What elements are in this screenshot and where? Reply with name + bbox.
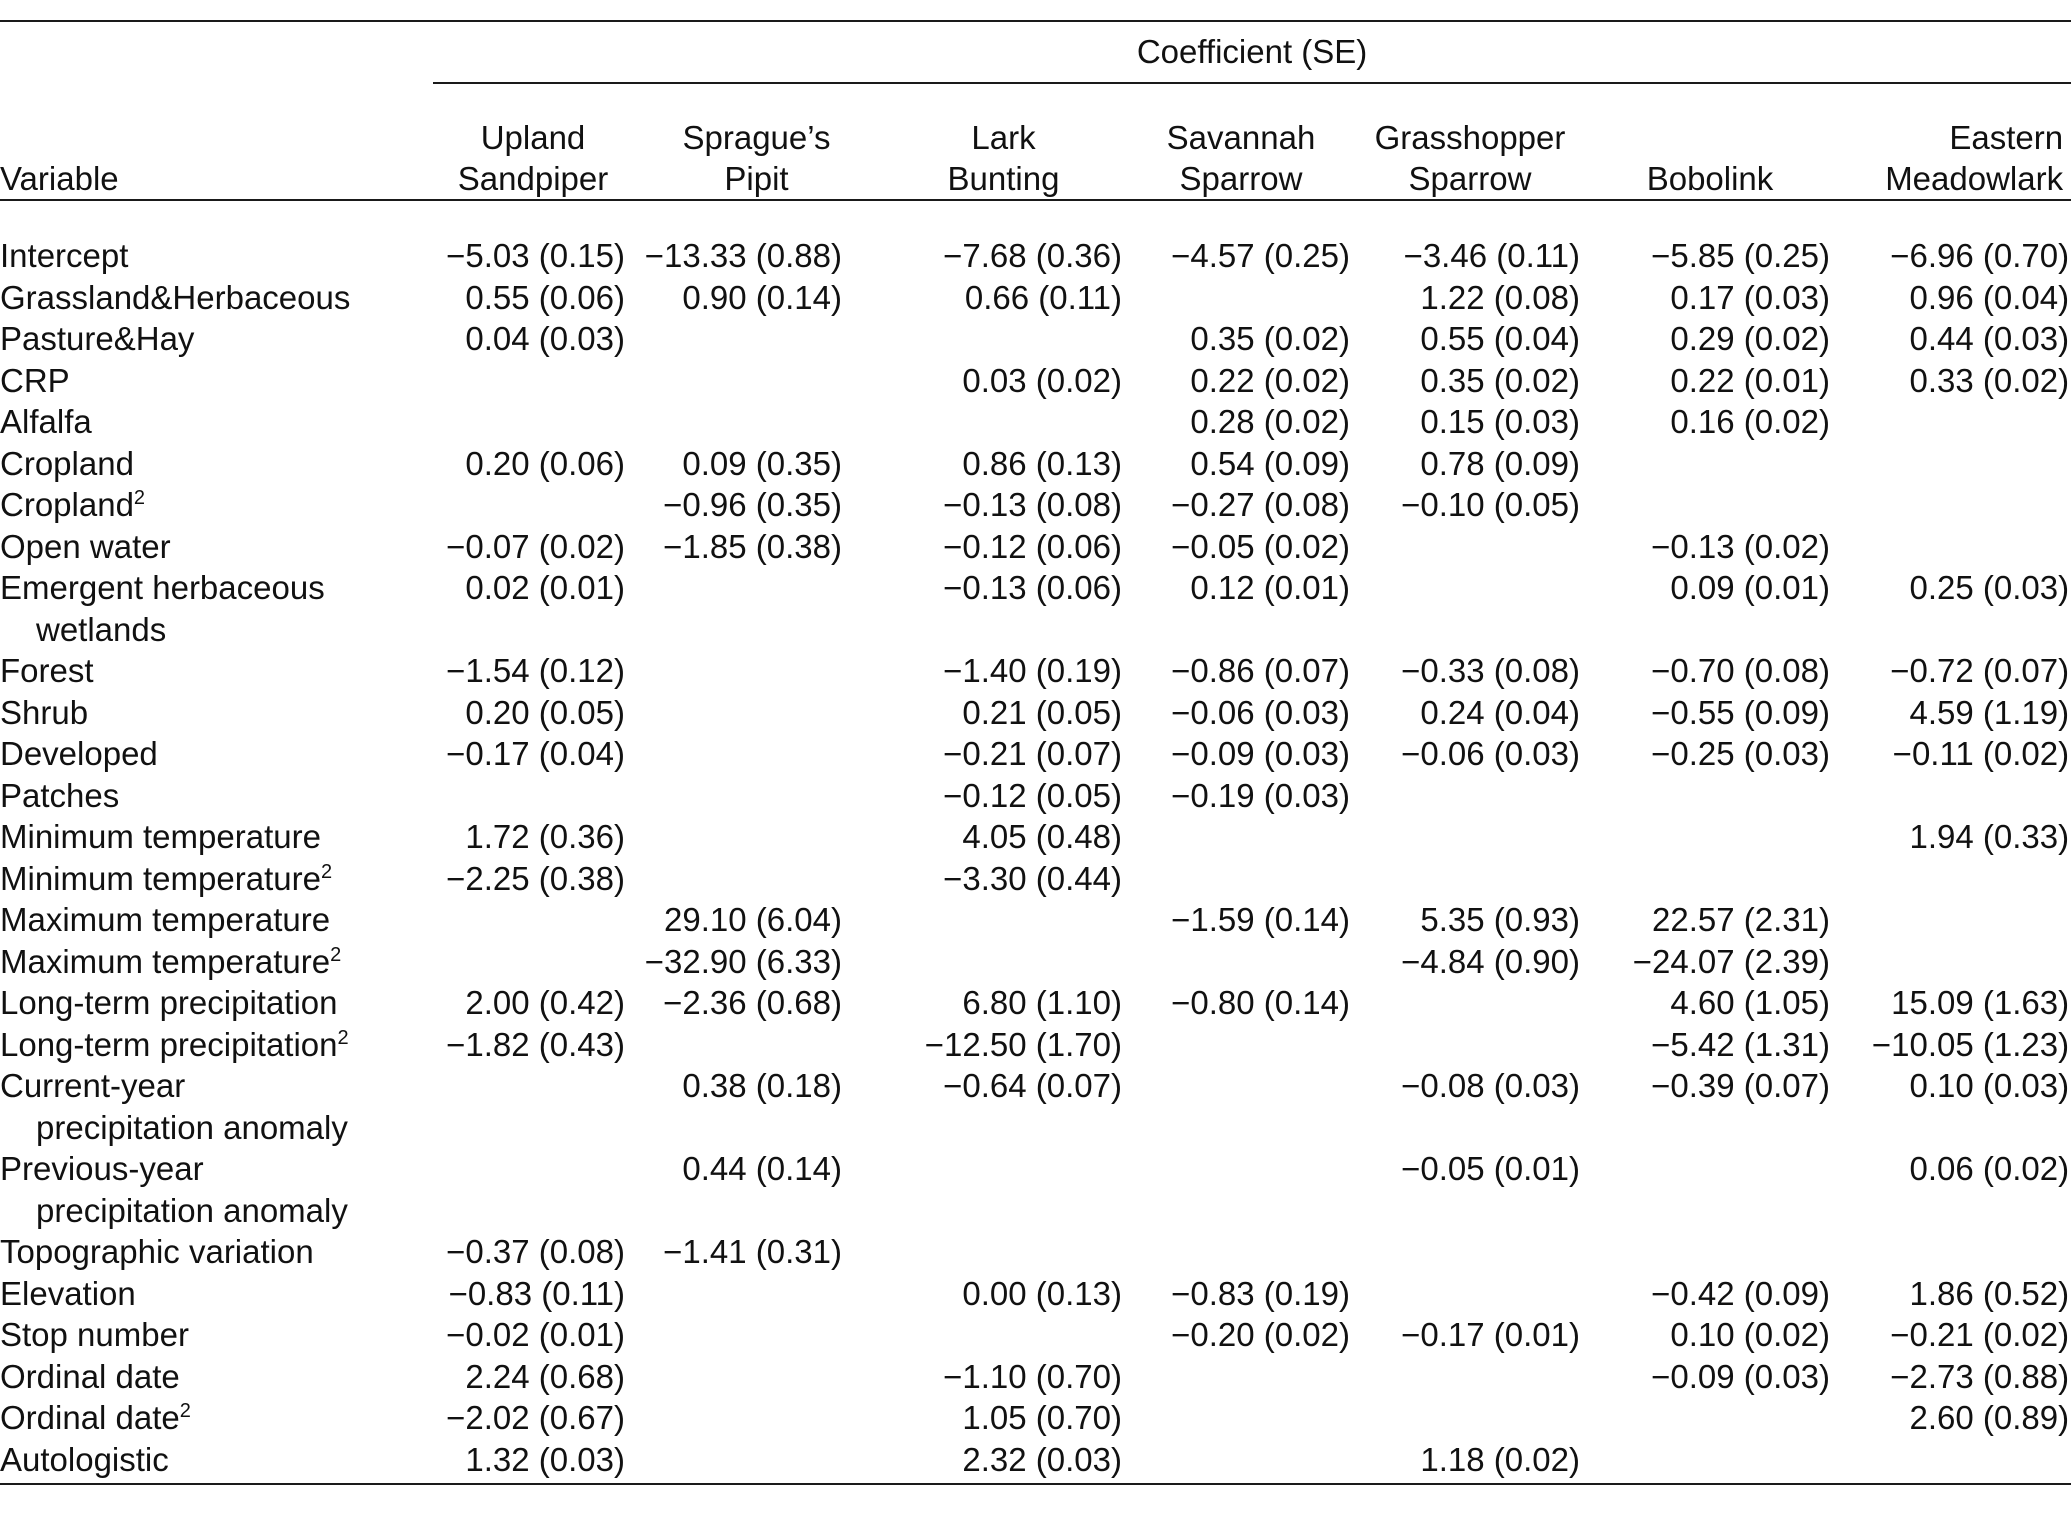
table-row [0, 1148, 2071, 1231]
coefficient-cell [433, 899, 633, 941]
variable-name-cell [0, 899, 433, 941]
coefficient-cell: −1.59 (0.14) [1171, 901, 1350, 938]
variable-name-cell [0, 235, 433, 277]
variable-name-cell [0, 484, 433, 526]
coefficient-cell: 0.44 (0.03) [1909, 320, 2070, 357]
coefficient-cell: −0.86 (0.07) [1171, 652, 1350, 689]
coefficient-cell: 1.05 (0.70) [962, 1399, 1122, 1436]
coefficient-cell [433, 1065, 633, 1148]
coefficient-cell [1835, 1439, 2071, 1481]
coefficient-cell: 0.96 (0.04) [1909, 278, 2070, 316]
coefficient-table [0, 22, 2071, 1480]
coefficient-cell: −0.37 (0.08) [446, 1233, 625, 1270]
variable-name-cell [0, 692, 433, 734]
coefficient-cell [633, 401, 880, 443]
coefficient-cell: 0.20 (0.05) [465, 693, 625, 731]
variable-name-cell [0, 650, 433, 692]
coefficient-cell: −13.33 (0.88) [644, 237, 842, 274]
table-row [0, 401, 2071, 443]
coefficient-cell [1835, 526, 2071, 568]
coefficient-cell: −4.84 (0.90) [1401, 942, 1580, 980]
variable-name-cell [0, 1273, 433, 1315]
table-row [0, 1397, 2071, 1439]
coefficient-cell: 1.18 (0.02) [1420, 1440, 1580, 1478]
coefficient-cell: −0.21 (0.07) [943, 735, 1122, 772]
table-row [0, 858, 2071, 900]
coefficient-cell [880, 318, 1127, 360]
variable-name-continuation: precipitation anomaly [36, 1191, 348, 1229]
coefficient-cell [1127, 1148, 1355, 1231]
coefficient-cell [633, 858, 880, 900]
coefficient-cell [1127, 1024, 1355, 1066]
variable-name-cell [0, 858, 433, 900]
coefficient-cell: 5.35 (0.93) [1420, 901, 1580, 938]
coefficient-cell: −0.05 (0.02) [1171, 527, 1350, 565]
coefficient-cell: −0.13 (0.02) [1651, 527, 1830, 565]
coefficient-cell: −0.05 (0.01) [1401, 1150, 1580, 1187]
coefficient-cell [633, 1356, 880, 1398]
variable-name: Topographic variation [0, 1233, 314, 1270]
coefficient-cell: 0.55 (0.06) [465, 278, 625, 316]
column-header-eastern-meadowlark: Eastern Meadowlark [1885, 119, 2064, 197]
coefficient-cell: −0.80 (0.14) [1171, 984, 1350, 1021]
coefficient-cell [1835, 858, 2071, 900]
coefficient-cell [1585, 484, 1835, 526]
variable-name: Previous-year [0, 1150, 204, 1187]
coefficient-cell: 4.05 (0.48) [962, 818, 1122, 855]
coefficient-cell [1127, 1231, 1355, 1273]
coefficient-cell [633, 1397, 880, 1439]
coefficient-cell: 6.80 (1.10) [962, 984, 1122, 1021]
variable-name-cell [0, 1024, 433, 1066]
coefficient-cell: −0.10 (0.05) [1401, 486, 1580, 523]
variable-name: Open water [0, 527, 171, 565]
coefficient-cell: −0.17 (0.01) [1401, 1316, 1580, 1353]
coefficient-cell: 0.10 (0.02) [1670, 1316, 1830, 1353]
coefficient-cell: −3.30 (0.44) [943, 859, 1122, 897]
coefficient-cell: 22.57 (2.31) [1652, 901, 1830, 938]
coefficient-cell: 0.04 (0.03) [465, 320, 625, 357]
coefficient-cell: −6.96 (0.70) [1890, 237, 2070, 274]
coefficient-cell [1127, 1397, 1355, 1439]
coefficient-cell: 0.17 (0.03) [1670, 278, 1830, 316]
coefficient-cell: −0.07 (0.02) [446, 527, 625, 565]
coefficient-cell [633, 1273, 880, 1315]
variable-name: Grassland&Herbaceous [0, 278, 351, 316]
coefficient-cell [433, 941, 633, 983]
coefficient-cell [1585, 1148, 1835, 1231]
variable-name-cell [0, 443, 433, 485]
coefficient-cell [633, 650, 880, 692]
variable-name-cell [0, 1356, 433, 1398]
coefficient-cell: 0.15 (0.03) [1420, 403, 1580, 440]
variable-name-cell [0, 526, 433, 568]
coefficient-cell: 0.55 (0.04) [1420, 320, 1580, 357]
coefficient-cell: 0.02 (0.01) [465, 569, 625, 606]
coefficient-cell [633, 1024, 880, 1066]
coefficient-cell: −0.21 (0.02) [1890, 1316, 2070, 1353]
table-row [0, 982, 2071, 1024]
variable-name-continuation: precipitation anomaly [36, 1108, 348, 1146]
coefficient-cell: 0.29 (0.02) [1670, 320, 1830, 357]
coefficient-cell: −0.11 (0.02) [1892, 735, 2070, 772]
coefficient-cell: −0.20 (0.02) [1171, 1316, 1350, 1353]
coefficient-cell: 2.60 (0.89) [1909, 1399, 2070, 1436]
table-row [0, 899, 2071, 941]
coefficient-cell: 0.90 (0.14) [682, 278, 842, 316]
coefficient-cell [633, 1314, 880, 1356]
coefficient-cell: −0.27 (0.08) [1171, 486, 1350, 523]
coefficient-cell: 0.20 (0.06) [465, 444, 625, 482]
coefficient-cell: 0.22 (0.02) [1190, 361, 1350, 399]
coefficient-cell [433, 360, 633, 402]
column-header-lark-bunting: Lark Bunting [947, 119, 1060, 197]
coefficient-cell: 1.32 (0.03) [465, 1440, 625, 1478]
column-header-upland-sandpiper: Upland Sandpiper [457, 119, 609, 197]
variable-name-cell [0, 1439, 433, 1481]
variable-name: Pasture&Hay [0, 320, 195, 357]
coefficient-cell [1355, 1273, 1585, 1315]
coefficient-cell: −12.50 (1.70) [924, 1025, 1122, 1063]
coefficient-cell: 0.16 (0.02) [1670, 403, 1830, 440]
column-header-savannah-sparrow: Savannah Sparrow [1166, 119, 1316, 197]
coefficient-cell [633, 360, 880, 402]
variable-name: Shrub [0, 693, 89, 731]
squared-superscript: 2 [179, 1400, 191, 1422]
coefficient-cell: −10.05 (1.23) [1871, 1025, 2070, 1063]
coefficient-cell [633, 692, 880, 734]
coefficient-cell: 1.86 (0.52) [1909, 1274, 2070, 1312]
coefficient-cell: 0.28 (0.02) [1190, 403, 1350, 440]
coefficient-cell [1127, 858, 1355, 900]
variable-name-cell [0, 941, 433, 983]
coefficient-cell [1585, 1439, 1835, 1481]
coefficient-cell [880, 401, 1127, 443]
coefficient-cell: −1.41 (0.31) [663, 1233, 842, 1270]
variable-name: Minimum temperature [0, 818, 321, 855]
variable-name-cell [0, 401, 433, 443]
table-row [0, 1065, 2071, 1148]
variable-name: Forest [0, 652, 94, 689]
variable-name-cell [0, 360, 433, 402]
coefficient-cell: −0.83 (0.19) [1171, 1274, 1350, 1312]
coefficient-cell: 0.22 (0.01) [1670, 361, 1830, 399]
coefficient-cell: −0.42 (0.09) [1651, 1274, 1830, 1312]
coefficient-cell: −0.08 (0.03) [1401, 1067, 1580, 1104]
coefficient-cell [433, 401, 633, 443]
coefficient-cell [880, 1314, 1127, 1356]
coefficient-cell: −0.13 (0.06) [943, 569, 1122, 606]
table-row [0, 567, 2071, 650]
coefficient-cell [1355, 526, 1585, 568]
coefficient-cell: −0.33 (0.08) [1401, 652, 1580, 689]
coefficient-cell: 0.35 (0.02) [1190, 320, 1350, 357]
variable-name: Elevation [0, 1274, 136, 1312]
coefficient-cell: −0.12 (0.06) [943, 527, 1122, 565]
coefficient-cell: −5.42 (1.31) [1651, 1025, 1830, 1063]
coefficient-cell: 0.09 (0.35) [682, 444, 842, 482]
coefficient-cell: −0.70 (0.08) [1651, 652, 1830, 689]
coefficient-cell [1127, 1439, 1355, 1481]
coefficient-cell: −4.57 (0.25) [1171, 237, 1350, 274]
variable-name: Alfalfa [0, 403, 92, 440]
variable-name: Intercept [0, 237, 129, 274]
variable-column-header: Variable [0, 160, 119, 197]
coefficient-cell: −5.85 (0.25) [1651, 237, 1830, 274]
coefficient-cell: 2.32 (0.03) [962, 1440, 1122, 1478]
table-row [0, 1314, 2071, 1356]
coefficient-cell: −0.39 (0.07) [1651, 1067, 1830, 1104]
variable-name-cell [0, 733, 433, 775]
coefficient-cell: −1.40 (0.19) [943, 652, 1122, 689]
coefficient-cell [1355, 1024, 1585, 1066]
variable-name: Maximum temperature [0, 901, 331, 938]
coefficient-cell: −0.06 (0.03) [1171, 693, 1350, 731]
coefficient-cell [633, 1439, 880, 1481]
table-body [0, 209, 2071, 1480]
coefficient-cell: −1.54 (0.12) [446, 652, 625, 689]
variable-name-continuation: wetlands [36, 610, 167, 648]
variable-name: Cropland [0, 486, 134, 523]
table-row [0, 692, 2071, 734]
coefficient-cell: 0.66 (0.11) [964, 278, 1122, 316]
coefficient-cell [1585, 775, 1835, 817]
coefficient-cell: 0.06 (0.02) [1909, 1150, 2070, 1187]
variable-name: Cropland [0, 444, 134, 482]
variable-name: Stop number [0, 1316, 189, 1353]
variable-name-cell [0, 1397, 433, 1439]
coefficient-cell: 4.59 (1.19) [1909, 693, 2070, 731]
coefficient-cell: −0.09 (0.03) [1171, 735, 1350, 772]
column-header-grasshopper-sparrow: Grasshopper Sparrow [1374, 119, 1566, 197]
coefficient-cell [880, 899, 1127, 941]
table-row [0, 1273, 2071, 1315]
variable-name: Developed [0, 735, 158, 772]
variable-name-cell [0, 982, 433, 1024]
coefficient-cell: −24.07 (2.39) [1632, 942, 1830, 980]
coefficient-cell: 0.09 (0.01) [1670, 569, 1830, 606]
coefficient-cell [1585, 816, 1835, 858]
squared-superscript: 2 [320, 860, 333, 883]
coefficient-cell [1835, 775, 2071, 817]
coefficient-cell [1127, 1356, 1355, 1398]
variable-name-cell [0, 1314, 433, 1356]
coefficient-cell [433, 775, 633, 817]
coefficient-cell: −0.09 (0.03) [1651, 1357, 1830, 1395]
coefficient-cell: −0.02 (0.01) [446, 1316, 625, 1353]
coefficient-cell [433, 484, 633, 526]
coefficient-cell [633, 318, 880, 360]
coefficient-cell: 2.24 (0.68) [465, 1357, 625, 1395]
variable-name-cell [0, 816, 433, 858]
coefficient-cell: 0.33 (0.02) [1909, 361, 2070, 399]
table-row [0, 277, 2071, 319]
coefficient-cell: −0.12 (0.05) [943, 776, 1122, 814]
coefficient-cell: −0.55 (0.09) [1651, 693, 1830, 731]
coefficient-cell: −0.83 (0.11) [448, 1274, 625, 1312]
table-row [0, 484, 2071, 526]
coefficient-cell [1127, 277, 1355, 319]
coefficient-cell: 1.94 (0.33) [1909, 818, 2070, 855]
variable-name: Minimum temperature [0, 859, 321, 897]
coefficient-cell: 2.00 (0.42) [465, 984, 625, 1021]
coefficient-cell: 29.10 (6.04) [664, 901, 842, 938]
coefficient-cell: −0.64 (0.07) [943, 1067, 1122, 1104]
coefficient-cell [1127, 1065, 1355, 1148]
table-row [0, 816, 2071, 858]
variable-name: Patches [0, 776, 120, 814]
coefficient-cell [1355, 982, 1585, 1024]
coefficient-cell: −0.96 (0.35) [663, 486, 842, 523]
squared-superscript: 2 [337, 1026, 349, 1049]
coefficient-cell: −32.90 (6.33) [644, 942, 842, 980]
coefficient-cell [1835, 899, 2071, 941]
coefficient-cell: 0.25 (0.03) [1909, 569, 2070, 606]
coefficient-cell [1585, 1231, 1835, 1273]
coefficient-cell [880, 1148, 1127, 1231]
coefficient-cell: −0.13 (0.08) [943, 486, 1122, 523]
coefficient-cell: 0.78 (0.09) [1420, 444, 1580, 482]
table-row [0, 775, 2071, 817]
coefficient-cell: −1.10 (0.70) [943, 1357, 1122, 1395]
variable-name: Ordinal date [0, 1357, 180, 1395]
coefficient-cell: −2.02 (0.67) [446, 1399, 625, 1436]
coefficient-cell: 0.12 (0.01) [1190, 569, 1350, 606]
coefficient-cell [1585, 1397, 1835, 1439]
coefficient-cell: −5.03 (0.15) [446, 237, 625, 274]
variable-name: CRP [0, 361, 70, 399]
coefficient-cell [433, 1148, 633, 1231]
coefficient-cell [880, 1231, 1127, 1273]
table-row [0, 318, 2071, 360]
coefficient-cell [1835, 484, 2071, 526]
coefficient-cell [1127, 816, 1355, 858]
coefficient-cell [633, 775, 880, 817]
table-row [0, 235, 2071, 277]
coefficient-cell [633, 733, 880, 775]
variable-name-cell [0, 277, 433, 319]
coefficient-cell: 0.10 (0.03) [1909, 1067, 2070, 1104]
variable-name-cell [0, 1231, 433, 1273]
coefficient-cell: 0.38 (0.18) [682, 1067, 842, 1104]
squared-superscript: 2 [330, 943, 342, 966]
variable-name-cell [0, 567, 433, 650]
coefficient-cell: 0.35 (0.02) [1420, 361, 1580, 399]
coefficient-cell [1835, 443, 2071, 485]
table-row [0, 941, 2071, 983]
coefficient-cell [1355, 858, 1585, 900]
coefficient-cell [1355, 816, 1585, 858]
table-row [0, 443, 2071, 485]
coefficient-cell: −0.06 (0.03) [1401, 735, 1580, 772]
coefficient-cell [1835, 941, 2071, 983]
coefficient-cell [880, 941, 1127, 983]
column-header-bobolink: Bobolink [1646, 160, 1774, 197]
coefficient-cell: 0.03 (0.02) [962, 361, 1122, 399]
coefficient-cell: 1.22 (0.08) [1420, 278, 1580, 316]
variable-name: Long-term precipitation [0, 1025, 338, 1063]
variable-name-cell [0, 318, 433, 360]
variable-name: Ordinal date [0, 1399, 180, 1436]
coefficient-cell: 0.54 (0.09) [1190, 444, 1350, 482]
squared-superscript: 2 [133, 487, 146, 509]
coefficient-cell: 0.24 (0.04) [1420, 693, 1580, 731]
coefficient-cell: −1.85 (0.38) [663, 527, 842, 565]
variable-name: Emergent herbaceous [0, 569, 325, 606]
coefficient-cell: 4.60 (1.05) [1670, 984, 1830, 1021]
table-bottom-rule [0, 1483, 2071, 1485]
coefficient-cell: −0.25 (0.03) [1651, 735, 1830, 772]
coefficient-cell: 0.21 (0.05) [962, 693, 1122, 731]
coefficient-cell: −0.72 (0.07) [1890, 652, 2070, 689]
coefficient-cell [633, 567, 880, 650]
coefficient-cell: 1.72 (0.36) [465, 818, 625, 855]
variable-name: Maximum temperature [0, 942, 331, 980]
coefficient-cell [1355, 567, 1585, 650]
coefficient-cell [1585, 443, 1835, 485]
variable-name: Autologistic [0, 1440, 169, 1478]
table-row [0, 733, 2071, 775]
coefficient-cell [1835, 1231, 2071, 1273]
coefficient-cell: 0.00 (0.13) [962, 1274, 1122, 1312]
variable-name-cell [0, 1148, 433, 1231]
coefficient-cell [1355, 1356, 1585, 1398]
column-header-spragues-pipit: Sprague’s Pipit [682, 119, 831, 197]
coefficient-cell [1835, 401, 2071, 443]
coefficient-cell: 0.44 (0.14) [682, 1150, 842, 1187]
coefficient-cell: −1.82 (0.43) [446, 1025, 625, 1063]
table-row [0, 360, 2071, 402]
coefficient-cell [1355, 1397, 1585, 1439]
coefficient-cell: −3.46 (0.11) [1403, 237, 1580, 274]
coefficient-cell [1355, 1231, 1585, 1273]
coefficient-cell: −0.19 (0.03) [1171, 776, 1350, 814]
coefficient-cell: −2.73 (0.88) [1890, 1357, 2070, 1395]
coefficient-cell: 0.86 (0.13) [962, 444, 1122, 482]
table-row [0, 1356, 2071, 1398]
table-row [0, 650, 2071, 692]
variable-name: Long-term precipitation [0, 984, 338, 1021]
variable-name-cell [0, 775, 433, 817]
coefficient-cell: 15.09 (1.63) [1891, 984, 2070, 1021]
table-row [0, 526, 2071, 568]
span-header: Coefficient (SE) [1136, 33, 1368, 70]
coefficient-cell [1585, 858, 1835, 900]
coefficient-cell [1127, 941, 1355, 983]
coefficient-cell: −7.68 (0.36) [943, 237, 1122, 274]
coefficient-cell: −2.25 (0.38) [446, 859, 625, 897]
variable-name-cell [0, 1065, 433, 1148]
coefficient-cell: −2.36 (0.68) [663, 984, 842, 1021]
table-row [0, 1439, 2071, 1481]
table-row [0, 1231, 2071, 1273]
table-row [0, 1024, 2071, 1066]
coefficient-cell [1355, 775, 1585, 817]
coefficient-cell [633, 816, 880, 858]
variable-name: Current-year [0, 1067, 186, 1104]
coefficient-cell: −0.17 (0.04) [446, 735, 625, 772]
